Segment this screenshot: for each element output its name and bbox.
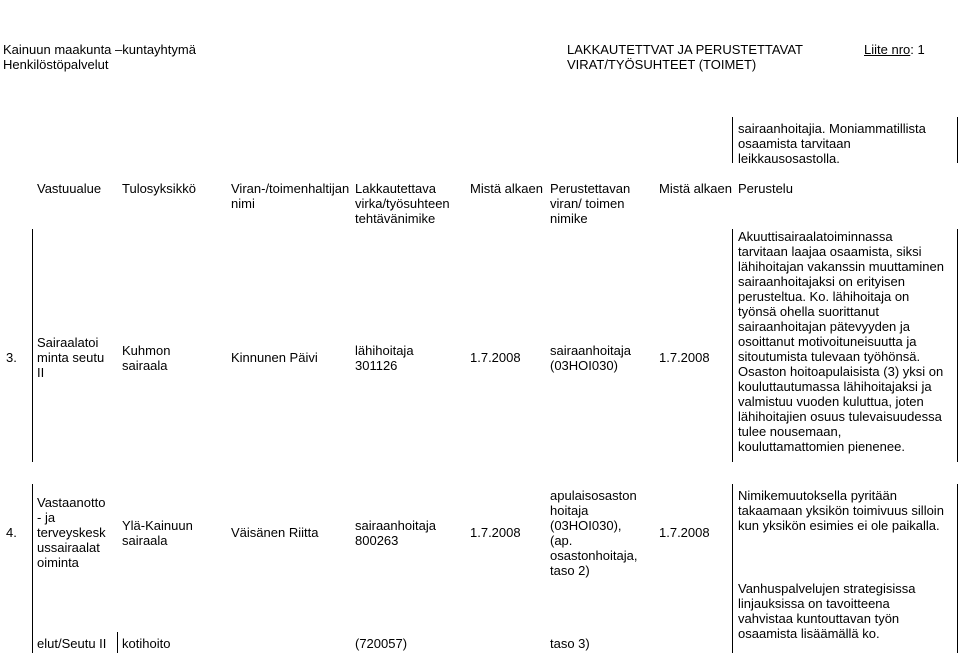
vastuualue-cell: terveyskesk	[37, 525, 106, 540]
vastuualue-cell: Sairaalatoi	[37, 335, 99, 350]
alkaen-cell: 1.7.2008	[659, 525, 710, 540]
perustelu-line: perusteltua. Ko. lähihoitaja on	[738, 289, 910, 304]
tulosyksikko-cell: sairaala	[122, 358, 168, 373]
carryover-line: leikkausosastolla.	[738, 151, 840, 166]
perustelu-line: takaamaan yksikön toimivuus silloin	[738, 503, 944, 518]
haltija-cell: Väisänen Riitta	[231, 525, 319, 540]
lakkautettava-cell: 301126	[355, 358, 398, 373]
tulosyksikko-cell: kotihoito	[122, 636, 171, 651]
perustelu-line: sairaanhoitajan pätevyyden ja	[738, 319, 911, 334]
perustelu-line: Vanhuspalvelujen strategisissa	[738, 581, 916, 596]
lakkautettava-cell: (720057)	[355, 636, 408, 651]
tulosyksikko-cell: sairaala	[122, 533, 168, 548]
partial-row-separator	[732, 632, 733, 653]
row3-separator	[732, 229, 733, 462]
tulosyksikko-cell: Kuhmon	[122, 343, 171, 358]
row-number: 3.	[6, 350, 17, 365]
lakkautettava-cell: lähihoitaja	[355, 343, 414, 358]
lakkautettava-cell: sairaanhoitaja	[355, 518, 436, 533]
perustelu-line: työnsä ohella suorittanut	[738, 304, 879, 319]
perustelu-line: linjauksissa on tavoitteena	[738, 596, 890, 611]
haltija-cell: Kinnunen Päivi	[231, 350, 318, 365]
appendix-label: Liite nro	[864, 42, 911, 57]
perustelu-line: kun yksikön esimies ei ole paikalla.	[738, 518, 940, 533]
vastuualue-cell: minta seutu	[37, 350, 105, 365]
perustelu-line: tarvitaan laajaa osaamista, siksi	[738, 244, 922, 259]
col-header-lakkautettava: virka/työsuhteen	[355, 196, 450, 211]
lakkautettava-cell: 800263	[355, 533, 399, 548]
org-name: Kainuun maakunta –kuntayhtymä	[3, 42, 196, 57]
vastuualue-cell: II	[37, 365, 45, 380]
alkaen-cell: 1.7.2008	[470, 525, 521, 540]
row4-separator	[957, 484, 958, 653]
document-subtitle: VIRAT/TYÖSUHTEET (TOIMET)	[567, 57, 757, 72]
carryover-left-border	[732, 117, 733, 163]
perustelu-line: valmistuu vuoden kuluttua, joten	[738, 394, 924, 409]
perustettava-cell: taso 3)	[550, 636, 590, 651]
perustelu-line: lähihoitajien osuus tulevaisuudessa	[738, 409, 942, 424]
col-header-lakkautettava: Lakkautettava	[355, 181, 436, 196]
tulosyksikko-cell: Ylä-Kainuun	[122, 518, 193, 533]
org-unit: Henkilöstöpalvelut	[3, 57, 109, 72]
perustettava-cell: sairaanhoitaja	[550, 343, 631, 358]
carryover-right-border	[957, 117, 958, 163]
col-header-mista-alkaen-2: Mistä alkaen	[659, 181, 732, 196]
col-header-mista-alkaen: Mistä alkaen	[470, 181, 543, 196]
perustelu-line: vahvistaa kuntouttavan työn	[738, 611, 900, 626]
perustelu-line: Akuuttisairaalatoiminnassa	[738, 229, 893, 244]
row4-separator	[732, 484, 733, 653]
row4-separator	[32, 484, 33, 653]
appendix-value: : 1	[910, 42, 925, 57]
perustelu-line: osoittanut motivoituneisuutta ja	[738, 334, 917, 349]
perustettava-cell: osastonhoitaja,	[550, 548, 638, 563]
perustettava-cell: (03HOI030)	[550, 358, 618, 373]
vastuualue-cell: Vastaanotto	[37, 495, 106, 510]
row-number: 4.	[6, 525, 17, 540]
perustettava-cell: apulaisosaston	[550, 488, 637, 503]
col-header-perustettavan: nimike	[550, 211, 588, 226]
perustelu-line: sairaanhoitajaksi on erityisen	[738, 274, 905, 289]
vastuualue-cell: elut/Seutu II	[37, 636, 107, 651]
perustelu-line: lähihoitajan vakanssin muuttaminen	[738, 259, 944, 274]
vastuualue-cell: - ja	[37, 510, 56, 525]
carryover-line: sairaanhoitajia. Moniammatillista	[738, 121, 926, 136]
alkaen-cell: 1.7.2008	[659, 350, 710, 365]
perustettava-cell: hoitaja	[550, 503, 589, 518]
perustettava-cell: (03HOI030),	[550, 518, 622, 533]
col-header-tulosyksikko: Tulosyksikkö	[122, 181, 196, 196]
perustelu-line: Osaston hoitoapulaisista (3) yksi on	[738, 364, 944, 379]
col-header-perustettavan: Perustettavan	[550, 181, 631, 196]
appendix-number	[864, 42, 925, 57]
document-title: LAKKAUTETTVAT JA PERUSTETTAVAT	[567, 42, 803, 57]
perustelu-line: osaamista lisäämällä ko.	[738, 626, 880, 641]
col-header-lakkautettava: tehtävänimike	[355, 211, 436, 226]
perustelu-line: sitoutumista tulevaan työhönsä.	[738, 349, 921, 364]
vastuualue-cell: oiminta	[37, 555, 79, 570]
perustettava-cell: (ap.	[550, 533, 573, 548]
partial-row-separator	[117, 632, 118, 653]
row3-separator	[32, 229, 33, 462]
perustelu-line: kouluttautumassa lähihoitajaksi ja	[738, 379, 932, 394]
carryover-line: osaamista tarvitaan	[738, 136, 851, 151]
vastuualue-cell: ussairaalat	[37, 540, 100, 555]
col-header-perustettavan: viran/ toimen	[550, 196, 625, 211]
perustelu-line: tulee nousemaan,	[738, 424, 842, 439]
perustettava-cell: taso 2)	[550, 563, 590, 578]
perustelu-line: Nimikemuutoksella pyritään	[738, 488, 897, 503]
col-header-perustelu: Perustelu	[738, 181, 793, 196]
col-header-haltija: Viran-/toimenhaltijan	[231, 181, 350, 196]
col-header-haltija: nimi	[231, 196, 255, 211]
alkaen-cell: 1.7.2008	[470, 350, 521, 365]
col-header-vastuualue: Vastuualue	[37, 181, 102, 196]
row3-separator	[957, 229, 958, 462]
perustelu-line: kouluttamattomien pienenee.	[738, 439, 905, 454]
